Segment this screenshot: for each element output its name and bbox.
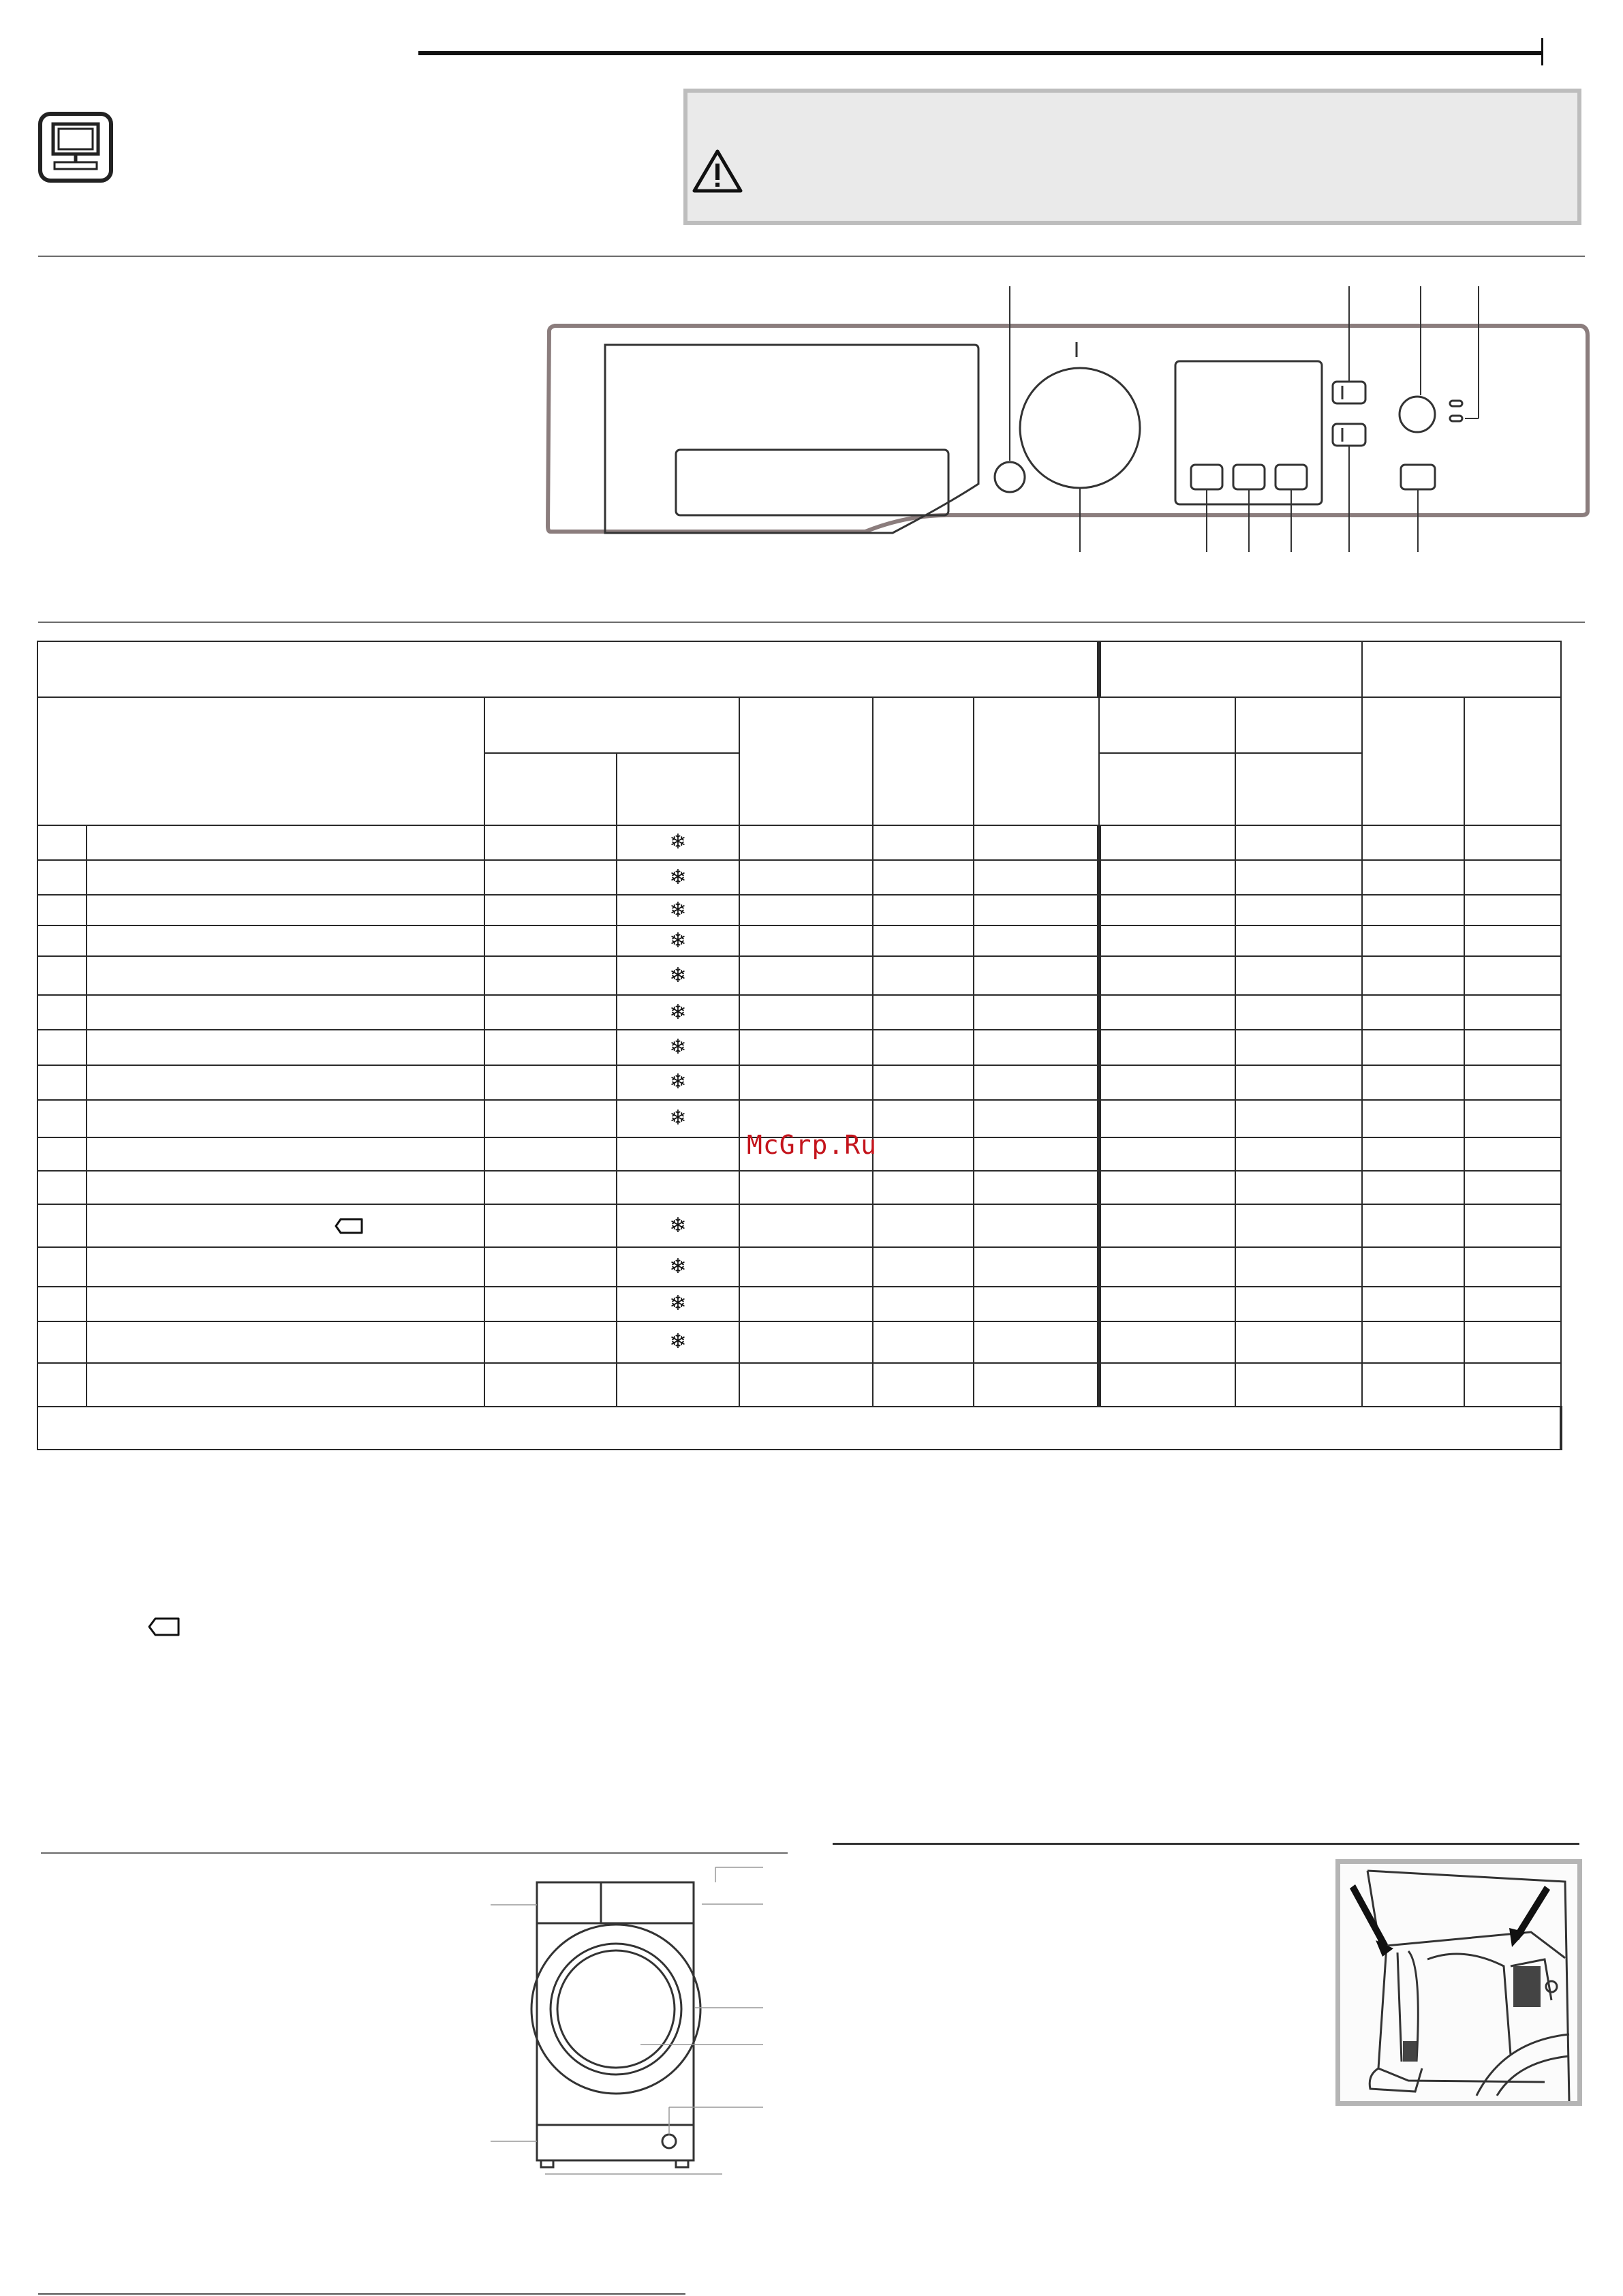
table-cell [873, 1137, 974, 1171]
table-cell [873, 1065, 974, 1100]
table-cell [873, 825, 974, 860]
table-cell [484, 825, 617, 860]
watermark: McGrp.Ru [747, 1130, 878, 1160]
table-cell [87, 1363, 484, 1407]
table-cell [87, 1065, 484, 1100]
table-cell [617, 1137, 739, 1171]
table-cell [1362, 1137, 1464, 1171]
snowflake-icon: ❄ [669, 1035, 687, 1059]
table-cell [87, 860, 484, 895]
table-cell [873, 860, 974, 895]
table-cell [1464, 1287, 1561, 1321]
table-row [37, 825, 1561, 860]
table-cell [617, 1171, 739, 1204]
table-cell [1362, 1247, 1464, 1286]
table-cell [873, 1287, 974, 1321]
table-cell [974, 925, 1099, 956]
table-header-cell [1099, 697, 1235, 753]
table-cell [739, 1321, 873, 1363]
table-row [37, 956, 1561, 995]
table-cell [617, 925, 739, 956]
table-cell [1464, 1030, 1561, 1065]
table-cell [1235, 956, 1362, 995]
table-cell [1362, 1204, 1464, 1247]
table-cell [1235, 1321, 1362, 1363]
table-cell [484, 1100, 617, 1137]
section-rule-2 [38, 622, 1585, 623]
table-cell [974, 1287, 1099, 1321]
table-cell [974, 995, 1099, 1030]
table-cell [37, 1287, 87, 1321]
table-cell [1464, 1321, 1561, 1363]
table-cell [37, 1100, 87, 1137]
table-cell [1235, 895, 1362, 925]
table-cell [87, 895, 484, 925]
table-cell [974, 1171, 1099, 1204]
table-header-cell [484, 753, 617, 825]
table-cell [484, 1287, 617, 1321]
table-cell [873, 1363, 974, 1407]
table-cell [974, 1065, 1099, 1100]
table-cell [739, 1030, 873, 1065]
table-cell [1235, 825, 1362, 860]
table-cell [1235, 1171, 1362, 1204]
table-cell [617, 1030, 739, 1065]
table-cell [617, 1321, 739, 1363]
table-header-cell [873, 697, 974, 825]
table-cell [739, 995, 873, 1030]
label-tag-icon [147, 1617, 181, 1637]
snowflake-icon: ❄ [669, 1070, 687, 1095]
table-cell [1099, 1065, 1235, 1100]
table-cell [484, 860, 617, 895]
table-cell [974, 1030, 1099, 1065]
snowflake-icon: ❄ [669, 963, 687, 988]
table-cell [617, 895, 739, 925]
table-cell [974, 1247, 1099, 1286]
table-cell [484, 1065, 617, 1100]
warning-box [683, 89, 1581, 225]
table-cell [1235, 1137, 1362, 1171]
table-cell [873, 1247, 974, 1286]
table-cell [873, 1171, 974, 1204]
table-cell [1099, 1171, 1235, 1204]
table-header-cell [1235, 753, 1362, 825]
table-cell [617, 1065, 739, 1100]
table-row [37, 1247, 1561, 1286]
top-rule [418, 51, 1543, 55]
table-cell [1362, 1065, 1464, 1100]
table-cell [484, 1030, 617, 1065]
control-panel-diagram [538, 286, 1594, 572]
table-cell [974, 825, 1099, 860]
table-cell [873, 1100, 974, 1137]
program-table-body [37, 825, 1561, 1407]
table-cell [1362, 995, 1464, 1030]
table-cell [1235, 1247, 1362, 1286]
table-cell [617, 860, 739, 895]
table-cell [1235, 1363, 1362, 1407]
table-cell [1362, 1100, 1464, 1137]
table-cell [1235, 860, 1362, 895]
table-cell [739, 1287, 873, 1321]
table-cell [87, 825, 484, 860]
table-cell [873, 925, 974, 956]
table-cell [1464, 895, 1561, 925]
table-cell [1464, 825, 1561, 860]
table-cell [1464, 1247, 1561, 1286]
table-cell [617, 1363, 739, 1407]
table-cell [1362, 825, 1464, 860]
table-cell [37, 895, 87, 925]
table-cell [974, 1100, 1099, 1137]
table-cell [37, 1204, 87, 1247]
table-cell [1464, 1171, 1561, 1204]
table-cell [87, 1247, 484, 1286]
table-cell [1362, 1363, 1464, 1407]
table-cell [739, 956, 873, 995]
table-cell [37, 1171, 87, 1204]
snowflake-icon: ❄ [669, 1291, 687, 1316]
table-cell [37, 860, 87, 895]
warning-triangle-icon [692, 147, 743, 195]
snowflake-icon: ❄ [669, 928, 687, 953]
table-cell [739, 825, 873, 860]
table-cell [1464, 1137, 1561, 1171]
table-cell [1099, 1321, 1235, 1363]
table-cell [37, 1065, 87, 1100]
table-cell [617, 995, 739, 1030]
table-cell [484, 895, 617, 925]
table-row [37, 995, 1561, 1030]
table-cell [1099, 825, 1235, 860]
table-row [37, 895, 1561, 925]
table-cell [873, 956, 974, 995]
table-cell [484, 956, 617, 995]
label-tag-icon [334, 1217, 364, 1235]
table-cell [739, 895, 873, 925]
table-cell [87, 1171, 484, 1204]
table-cell [974, 1321, 1099, 1363]
table-cell [873, 1204, 974, 1247]
table-cell [1464, 860, 1561, 895]
table-cell [484, 1204, 617, 1247]
table-row [37, 860, 1561, 895]
table-cell [617, 1287, 739, 1321]
table-cell [1362, 956, 1464, 995]
table-header-cell [974, 697, 1099, 825]
section-rule-1 [38, 256, 1585, 257]
table-cell [974, 956, 1099, 995]
table-cell [37, 1137, 87, 1171]
table-cell [873, 1030, 974, 1065]
table-cell [1235, 1100, 1362, 1137]
table-cell [974, 895, 1099, 925]
table-cell [37, 1030, 87, 1065]
table-cell [1099, 895, 1235, 925]
table-cell [1235, 1065, 1362, 1100]
section-rule-4 [833, 1843, 1579, 1845]
table-cell [1464, 1204, 1561, 1247]
table-header-cell [484, 697, 739, 753]
table-row [37, 1030, 1561, 1065]
table-cell [1362, 1321, 1464, 1363]
table-header-cell [1362, 697, 1464, 825]
table-cell [87, 1030, 484, 1065]
table-cell [37, 825, 87, 860]
table-footer-cell [37, 1407, 1561, 1450]
table-cell [739, 925, 873, 956]
table-cell [1362, 925, 1464, 956]
table-cell [87, 1321, 484, 1363]
table-cell [1362, 1287, 1464, 1321]
table-cell [87, 1287, 484, 1321]
snowflake-icon: ❄ [669, 898, 687, 922]
table-cell [974, 1204, 1099, 1247]
snowflake-icon: ❄ [669, 830, 687, 855]
table-cell [974, 1363, 1099, 1407]
footer-rule [38, 2293, 685, 2295]
table-cell [87, 1204, 484, 1247]
table-cell [617, 825, 739, 860]
table-cell [1235, 995, 1362, 1030]
table-cell [1099, 1030, 1235, 1065]
table-cell [617, 1247, 739, 1286]
table-cell [1099, 1247, 1235, 1286]
table-cell [1464, 1363, 1561, 1407]
table-row [37, 1171, 1561, 1204]
table-row [37, 1321, 1561, 1363]
table-cell [37, 956, 87, 995]
table-cell [484, 995, 617, 1030]
table-cell [37, 1363, 87, 1407]
table-cell [974, 860, 1099, 895]
table-cell [1464, 925, 1561, 956]
table-header-cell [37, 641, 1099, 697]
table-cell [87, 995, 484, 1030]
snowflake-icon: ❄ [669, 1255, 687, 1279]
table-cell [739, 1065, 873, 1100]
table-header-cell [1235, 697, 1362, 753]
table-row [37, 925, 1561, 956]
table-cell [974, 1137, 1099, 1171]
table-cell [1099, 956, 1235, 995]
table-cell [739, 1204, 873, 1247]
table-cell [1099, 995, 1235, 1030]
table-header-cell [37, 697, 484, 825]
table-cell [484, 1137, 617, 1171]
table-cell [1099, 925, 1235, 956]
section-rule-3 [41, 1852, 788, 1854]
table-cell [1099, 1363, 1235, 1407]
program-table [37, 641, 1562, 1450]
table-header-cell [617, 753, 739, 825]
table-cell [1362, 1030, 1464, 1065]
table-cell [617, 956, 739, 995]
table-cell [37, 1247, 87, 1286]
snowflake-icon: ❄ [669, 1000, 687, 1024]
table-cell [1362, 1171, 1464, 1204]
table-cell [484, 925, 617, 956]
snowflake-icon: ❄ [669, 1330, 687, 1354]
table-cell [739, 1247, 873, 1286]
table-cell [1099, 1287, 1235, 1321]
table-cell [37, 1321, 87, 1363]
computer-monitor-icon [38, 112, 113, 183]
table-cell [873, 995, 974, 1030]
table-cell [484, 1363, 617, 1407]
table-cell [37, 995, 87, 1030]
table-cell [1464, 995, 1561, 1030]
washer-front-diagram [491, 1861, 777, 2181]
table-header-cell [739, 697, 873, 825]
table-cell [87, 956, 484, 995]
table-cell [87, 1100, 484, 1137]
table-cell [873, 895, 974, 925]
table-cell [873, 1321, 974, 1363]
table-cell [1099, 860, 1235, 895]
table-header-cell [1099, 641, 1362, 697]
table-row [37, 1287, 1561, 1321]
table-cell [1464, 1065, 1561, 1100]
table-header-cell [1099, 753, 1235, 825]
table-cell [484, 1247, 617, 1286]
table-cell [1464, 1100, 1561, 1137]
table-cell [1235, 925, 1362, 956]
table-cell [617, 1204, 739, 1247]
snowflake-icon: ❄ [669, 1213, 687, 1238]
table-cell [1235, 1287, 1362, 1321]
top-rule-tick [1541, 38, 1543, 65]
table-cell [87, 925, 484, 956]
detergent-drawer-illustration [1335, 1859, 1582, 2106]
table-cell [1235, 1204, 1362, 1247]
table-cell [1099, 1137, 1235, 1171]
table-cell [1099, 1100, 1235, 1137]
table-cell [739, 1363, 873, 1407]
table-cell [87, 1137, 484, 1171]
snowflake-icon: ❄ [669, 1106, 687, 1131]
table-cell [617, 1100, 739, 1137]
table-cell [484, 1171, 617, 1204]
table-cell [1464, 956, 1561, 995]
table-header-cell [1464, 697, 1561, 825]
table-cell [1362, 895, 1464, 925]
table-cell [739, 1171, 873, 1204]
table-header-cell [1362, 641, 1561, 697]
table-row [37, 1065, 1561, 1100]
table-cell [1099, 1204, 1235, 1247]
table-cell [37, 925, 87, 956]
table-cell [484, 1321, 617, 1363]
table-row [37, 1363, 1561, 1407]
table-row [37, 1204, 1561, 1247]
table-cell [1235, 1030, 1362, 1065]
table-cell [739, 860, 873, 895]
snowflake-icon: ❄ [669, 865, 687, 889]
table-cell [1362, 860, 1464, 895]
